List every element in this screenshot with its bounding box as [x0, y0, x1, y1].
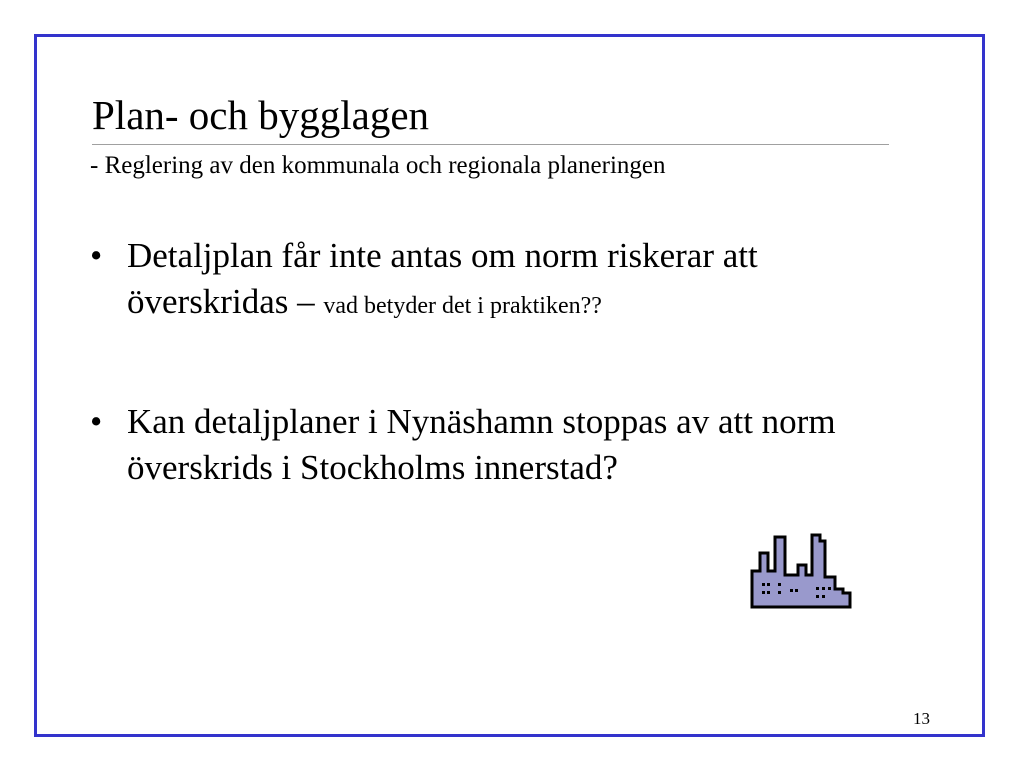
- slide: [34, 34, 985, 737]
- slide-subtitle: - Reglering av den kommunala och regionala planeringen: [90, 152, 666, 179]
- factory-icon: [750, 531, 855, 609]
- factory-silhouette: [752, 535, 850, 607]
- bullet-item: [90, 233, 910, 329]
- page-number: 13: [913, 709, 930, 728]
- bullet-text: Detaljplan får inte antas om norm riskerar att överskridas –: [127, 236, 758, 321]
- bullet-list: [90, 233, 910, 491]
- bullet-marker: •: [90, 402, 103, 441]
- bullet-subtext: vad betyder det i praktiken??: [323, 293, 602, 319]
- bullet-marker: •: [90, 236, 103, 275]
- title-divider: [92, 144, 889, 145]
- slide-title: Plan- och bygglagen: [92, 92, 430, 138]
- bullet-item: [90, 399, 910, 491]
- bullet-text: Kan detaljplaner i Nynäshamn stoppas av att norm överskrids i Stockholms innerstad?: [127, 402, 836, 487]
